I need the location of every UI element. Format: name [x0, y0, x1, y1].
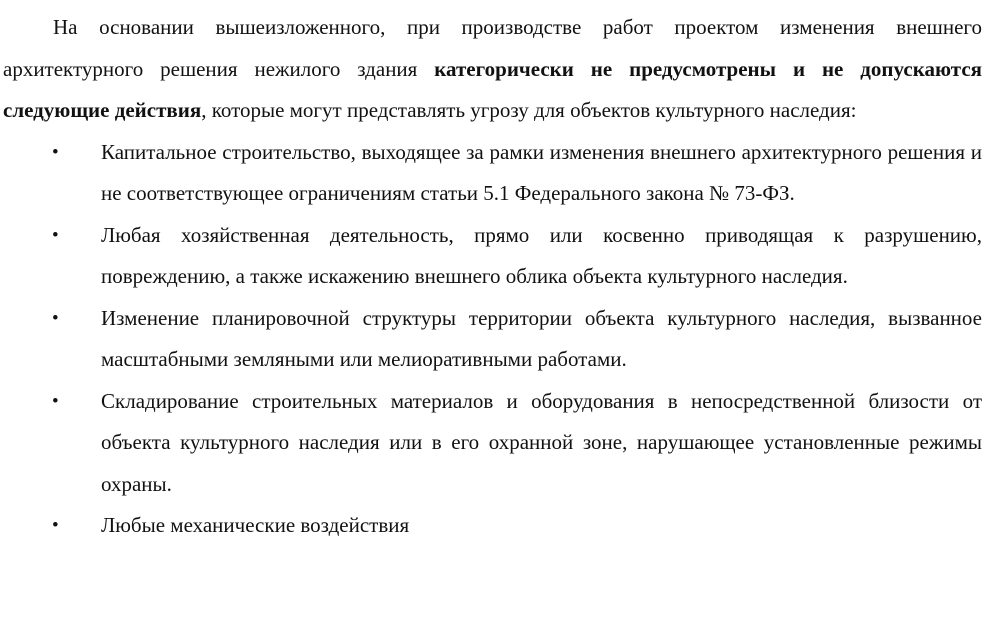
- list-item-text: Складирование строительных материалов и оборудования в непосредственной близости от объекта культурного наследия или в его охранной зоне, нарушающее установленные режимы охраны.: [101, 388, 982, 496]
- intro-text-end: , которые могут представлять угрозу для объектов культурного наследия:: [201, 98, 857, 122]
- bullet-icon: •: [52, 390, 59, 412]
- list-item: [3, 298, 982, 381]
- bullet-icon: •: [52, 307, 59, 329]
- bullet-icon: •: [52, 141, 59, 163]
- intro-text: На основании вышеизложенного, при производстве работ проектом изменения внешнего архитектурного решения нежилого здания: [3, 15, 982, 81]
- list-item-text: Изменение планировочной структуры территории объекта культурного наследия, вызванное масштабными земляными или мелиоративными работами.: [101, 305, 982, 371]
- list-item-text: Любая хозяйственная деятельность, прямо или косвенно приводящая к разрушению, повреждению, а также искажению внешнего облика объекта культурного наследия.: [101, 222, 982, 288]
- prohibited-actions-list: [3, 132, 982, 547]
- document-body: [3, 7, 982, 547]
- intro-bold-text: категорически не предусмотрены и не допускаются следующие действия: [3, 56, 982, 122]
- intro-paragraph: [3, 7, 982, 132]
- list-item-text: Капитальное строительство, выходящее за рамки изменения внешнего архитектурного решения и не соответствующее ограничениям статьи 5.1 Федерального закона № 73-ФЗ.: [101, 139, 982, 205]
- list-item: [3, 215, 982, 298]
- list-item: [3, 505, 982, 547]
- bullet-icon: •: [52, 224, 59, 246]
- list-item: [3, 132, 982, 215]
- list-item: [3, 381, 982, 506]
- bullet-icon: •: [52, 515, 59, 536]
- list-item-text: Любые механические воздействия: [101, 513, 410, 537]
